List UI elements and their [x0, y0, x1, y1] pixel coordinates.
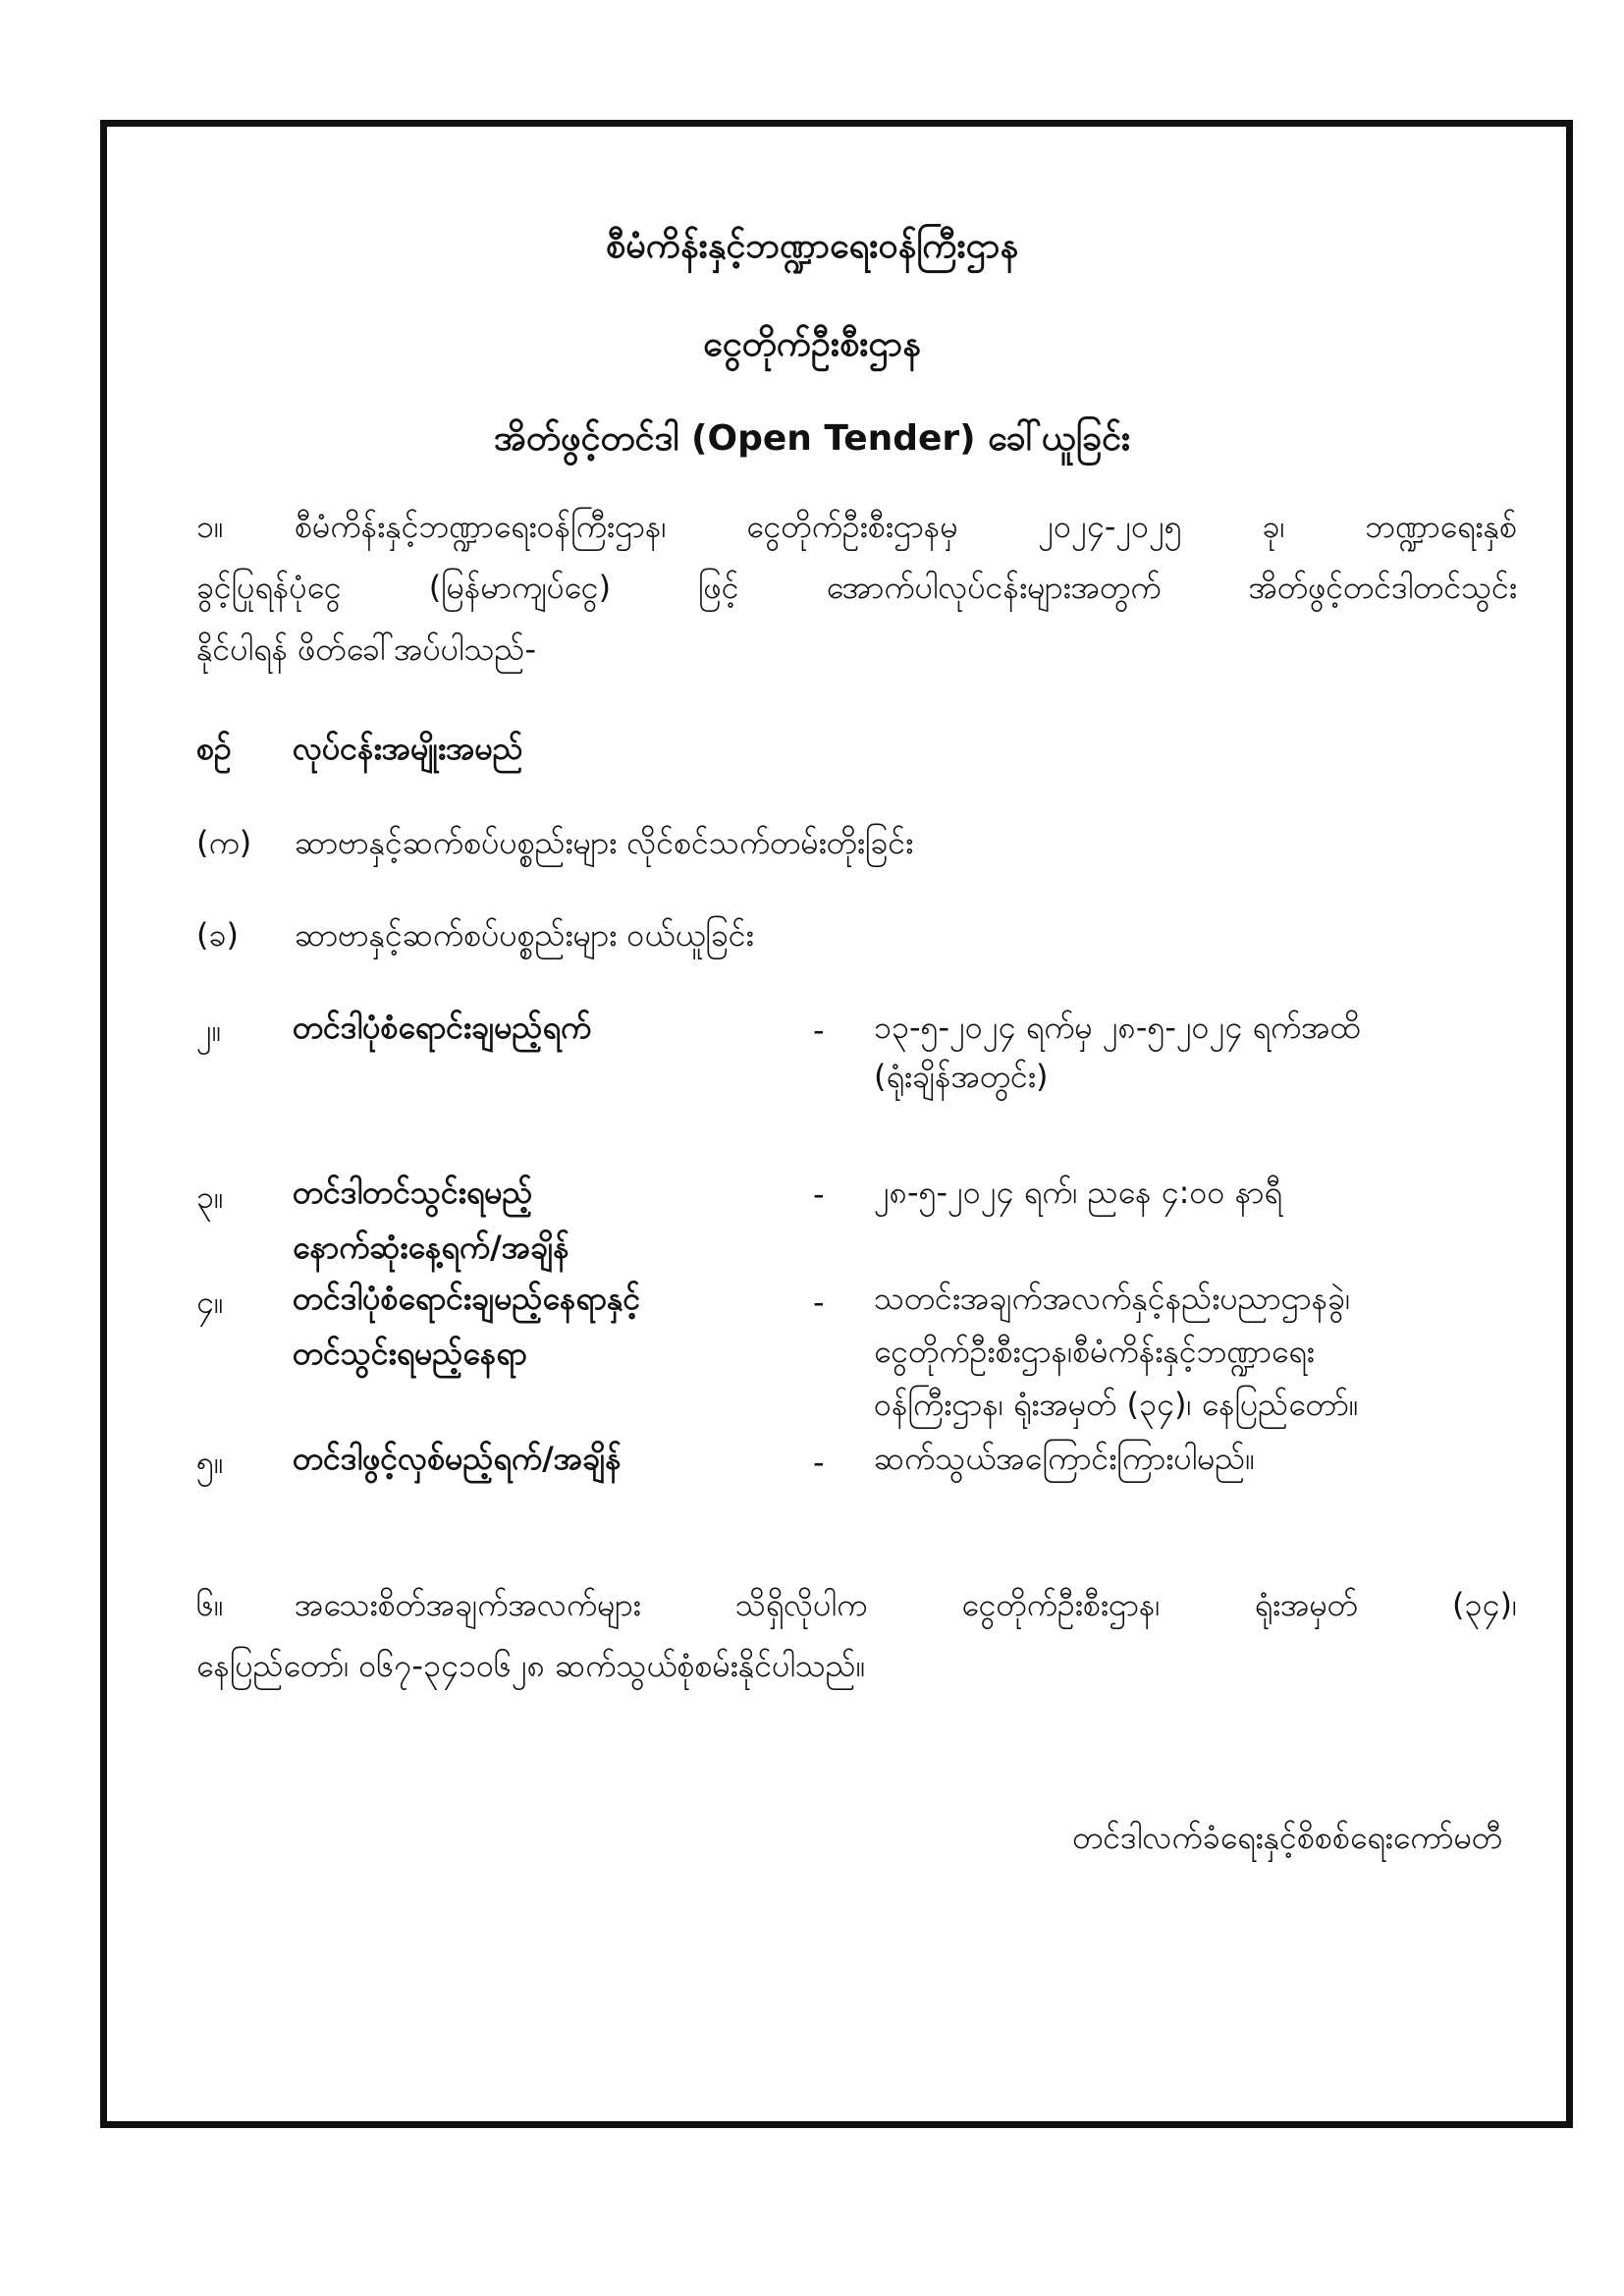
detail-number: ၄။ [196, 1284, 224, 1321]
intro-line-2: ခွင့်ပြုရန်ပုံငွေ (မြန်မာကျပ်ငွေ) ဖြင့် အောက်ပါလုပ်ငန်းများအတွက် အိတ်ဖွင့်တင်ဒါတင်သွင်း [196, 569, 1517, 606]
works-heading: လုပ်ငန်းအမျိုးအမည် [293, 730, 523, 767]
works-number: စဉ် [196, 730, 232, 767]
detail-number: ၅။ [196, 1444, 224, 1481]
detail-value: ငွေတိုက်ဦးစီးဌာန၊စီမံကိန်းနှင့်ဘဏ္ဍာရေး [874, 1333, 1315, 1370]
works-item-text: ဆာဗာနှင့်ဆက်စပ်ပစ္စည်းများ လိုင်စင်သက်တမ်းတိုးခြင်း [295, 824, 914, 861]
detail-value: ၁၃-၅-၂၀၂၄ ရက်မှ ၂၈-၅-၂၀၂၄ ရက်အထိ [874, 1009, 1361, 1046]
intro-line-1: စီမံကိန်းနှင့်ဘဏ္ဍာရေးဝန်ကြီးဌာန၊ ငွေတိုက်ဦးစီးဌာနမှ ၂၀၂၄-၂၀၂၅ ခု၊ ဘဏ္ဍာရေးနှစ် [295, 508, 1517, 545]
detail-number: ၃။ [196, 1178, 224, 1216]
detail-label: တင်ဒါတင်သွင်းရမည့် [293, 1174, 533, 1211]
detail-label: တင်သွင်းရမည့်နေရာ [293, 1335, 527, 1372]
detail-value: (ရုံးချိန်အတွင်း) [874, 1058, 1049, 1095]
detail-dash: - [813, 1175, 825, 1213]
notice-title: အိတ်ဖွင့်တင်ဒါ (Open Tender) ခေါ်ယူခြင်း [493, 418, 1131, 459]
contact-number: ၆။ [196, 1586, 224, 1623]
detail-label: နောက်ဆုံးနေ့ရက်/အချိန် [293, 1229, 569, 1266]
works-item-marker: (က) [196, 824, 252, 861]
detail-value: ၂၈-၅-၂၀၂၄ ရက်၊ ညနေ ၄:၀၀ နာရီ [874, 1174, 1282, 1211]
contact-line-2: နေပြည်တော်၊ ၀၆၇-၃၄၁၀၆၂၈ ဆက်သွယ်စုံစမ်းနိုင်ပါသည်။ [196, 1647, 866, 1684]
committee-signature: တင်ဒါလက်ခံရေးနှင့်စိစစ်ရေးကော်မတီ [1072, 1819, 1502, 1856]
detail-value: သတင်းအချက်အလက်နှင့်နည်းပညာဌာနခွဲ၊ [874, 1280, 1351, 1317]
works-item-text: ဆာဗာနှင့်ဆက်စပ်ပစ္စည်းများ ဝယ်ယူခြင်း [295, 916, 754, 954]
works-item-marker: (ခ) [196, 916, 239, 954]
detail-dash: - [813, 1011, 825, 1049]
detail-label: တင်ဒါပုံစံရောင်းချမည့်နေရာနှင့် [293, 1280, 641, 1317]
detail-value: ဆက်သွယ်အကြောင်းကြားပါမည်။ [874, 1440, 1255, 1477]
department-title: ငွေတိုက်ဦးစီးဌာန [703, 324, 921, 364]
detail-number: ၂။ [196, 1011, 222, 1049]
detail-label: တင်ဒါဖွင့်လှစ်မည့်ရက်/အချိန် [293, 1440, 622, 1477]
contact-line-1: အသေးစိတ်အချက်အလက်များ သိရှိလိုပါက ငွေတိုက်ဦးစီးဌာန၊ ရုံးအမှတ် (၃၄)၊ [295, 1586, 1517, 1623]
detail-value: ဝန်ကြီးဌာန၊ ရုံးအမှတ် (၃၄)၊ နေပြည်တော်။ [874, 1386, 1359, 1423]
intro-line-3: နိုင်ပါရန် ဖိတ်ခေါ်အပ်ပါသည်- [196, 630, 536, 668]
detail-dash: - [813, 1284, 825, 1321]
detail-dash: - [813, 1444, 825, 1481]
detail-label: တင်ဒါပုံစံရောင်းချမည့်ရက် [293, 1009, 592, 1046]
intro-number: ၁။ [196, 508, 224, 545]
ministry-title: စီမံကိန်းနှင့်ဘဏ္ဍာရေးဝန်ကြီးဌာန [605, 226, 1019, 266]
